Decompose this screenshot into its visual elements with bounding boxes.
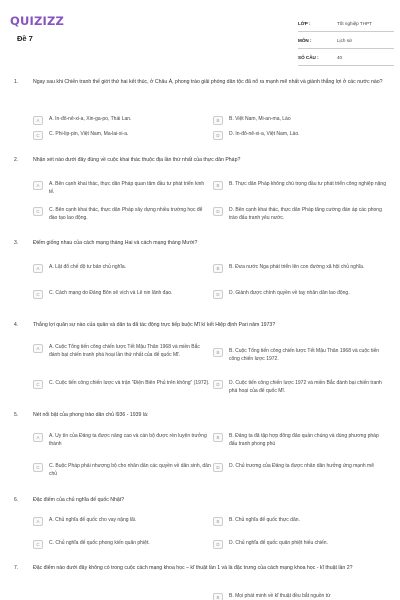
option-text: B. Cuộc Tổng tiến công chiến lược Tết Mậu Thân 1968 và cuộc tiến công chiến lược 1972.: [229, 348, 380, 362]
option-text: C. Buộc Pháp phải nhượng bộ cho nhân dân các quyền về dân sinh, dân chủ: [49, 463, 211, 477]
answer-option[interactable]: [213, 517, 388, 526]
option-text: C. Phi-lip-pin, Việt Nam, Ma-lai-xi-a.: [49, 131, 129, 137]
meta-row-count: [298, 51, 394, 66]
option-text: D. Chủ trương của Đảng ta được nhân dân hưởng ứng mạnh mẽ: [229, 463, 374, 469]
quizizz-logo: QUIZIZZ: [10, 14, 65, 28]
option-letter-badge: B: [213, 517, 223, 526]
question-number: 7.: [14, 565, 19, 571]
meta-value: 40: [337, 55, 343, 61]
option-text: D. Cuộc tiến công chiến lược 1972 và miền Bắc đánh bại chiến tranh phá hoại của đế quốc Mĩ.: [229, 380, 382, 394]
meta-value: Lịch sử: [337, 38, 353, 44]
option-letter-badge: C: [33, 540, 43, 549]
option-letter-badge: D: [213, 540, 223, 549]
answer-option[interactable]: [213, 207, 388, 223]
option-text: C. Cách mạng do Đảng Bôn sê vích và Lê nin lãnh đạo.: [49, 290, 173, 296]
answer-option[interactable]: [33, 290, 211, 299]
option-text: A. Bên cạnh khai thác, thực dân Pháp quan tâm đầu tư phát triển kinh tế.: [49, 181, 205, 195]
answer-option[interactable]: [33, 131, 211, 140]
answer-option[interactable]: [213, 593, 388, 600]
answer-option[interactable]: [33, 264, 211, 273]
option-letter-badge: A: [33, 433, 43, 442]
question-text: Thắng lợi quân sự nào của quân và dân ta đã tác động trực tiếp buộc Mĩ kí kết Hiệp định Pari năm 1973?: [33, 322, 276, 328]
answer-option[interactable]: [33, 344, 211, 360]
worksheet-header: [0, 0, 400, 64]
question-number: 1.: [14, 79, 19, 85]
option-letter-badge: D: [213, 380, 223, 389]
answer-option[interactable]: [213, 463, 388, 472]
worksheet-title: Đề 7: [17, 34, 33, 43]
option-text: B. Mọi phát minh về kĩ thuật đều bắt nguồn từ: [229, 593, 331, 599]
answer-option[interactable]: [213, 264, 388, 273]
answer-option[interactable]: [213, 540, 388, 549]
answer-option[interactable]: [213, 348, 388, 364]
option-text: B. Đưa nước Nga phát triển lên con đường xã hội chủ nghĩa.: [229, 264, 365, 270]
option-letter-badge: C: [33, 207, 43, 216]
answer-option[interactable]: [33, 116, 211, 125]
worksheet-meta: [298, 17, 394, 68]
question-number: 2.: [14, 157, 19, 163]
option-letter-badge: A: [33, 264, 43, 273]
answer-option[interactable]: [213, 433, 388, 449]
option-letter-badge: A: [33, 181, 43, 190]
answer-option[interactable]: [213, 290, 388, 299]
meta-row-class: [298, 17, 394, 32]
option-letter-badge: B: [213, 433, 223, 442]
meta-key: SỐ CÂU :: [298, 55, 319, 61]
meta-key: MÔN :: [298, 38, 312, 44]
option-text: A. Uy tín của Đảng ta được nâng cao và cán bộ được rèn luyện trưởng thành: [49, 433, 207, 447]
question-text: Đặc điểm của chủ nghĩa đế quốc Nhật?: [33, 497, 125, 503]
meta-key: LỚP :: [298, 21, 311, 27]
answer-option[interactable]: [213, 181, 388, 190]
answer-option[interactable]: [33, 540, 211, 549]
option-letter-badge: C: [33, 131, 43, 140]
answer-option[interactable]: [33, 463, 211, 479]
option-letter-badge: A: [33, 344, 43, 353]
option-letter-badge: B: [213, 348, 223, 357]
answer-option[interactable]: [213, 380, 388, 396]
question-text: Nét nổi bật của phong trào dân chủ l936 - 1939 là:: [33, 412, 149, 418]
answer-option[interactable]: [213, 116, 388, 125]
option-text: A. Chủ nghĩa đế quốc cho vay nặng lãi.: [49, 517, 137, 523]
question-number: 4.: [14, 322, 19, 328]
option-letter-badge: D: [213, 463, 223, 472]
answer-option[interactable]: [33, 380, 211, 389]
option-letter-badge: B: [213, 181, 223, 190]
option-text: D. Bên cạnh khai thác, thực dân Pháp tăng cường đàn áp các phong trào đấu tranh yêu nước.: [229, 207, 382, 221]
option-text: C. Chủ nghĩa đế quốc phong kiến quân phiệt.: [49, 540, 150, 546]
meta-row-subject: [298, 34, 394, 49]
option-text: A. Cuộc Tổng tiến công chiến lược Tết Mậu Thân 1968 và miền Bắc đánh bại chiến tranh phá hoại lần thứ nhất của đế quốc Mĩ.: [49, 344, 200, 358]
question-text: Nhận xét nào dưới đây đúng về cuộc khai thác thuộc địa lần thứ nhất của thực dân Pháp?: [33, 157, 241, 163]
question-number: 6.: [14, 497, 19, 503]
option-letter-badge: D: [213, 290, 223, 299]
meta-value: Tốt nghiệp THPT: [337, 21, 372, 27]
answer-option[interactable]: [33, 181, 211, 197]
option-text: C. Bên cạnh khai thác, thực dân Pháp xây dựng nhiều trường học để đào tạo lao động.: [49, 207, 203, 221]
option-text: A. Lật đổ chế độ tư bản chủ nghĩa.: [49, 264, 127, 270]
question-text: Ngay sau khi Chiến tranh thế giới thứ hai kết thúc, ở Châu Á, phong trào giải phóng dân tộc đã nổ ra mạnh mẽ nhất và giành thắng lợi ở các nước nào?: [33, 79, 383, 85]
option-letter-badge: C: [33, 380, 43, 389]
answer-option[interactable]: [213, 131, 388, 140]
option-text: A. In-đô-nê-xi-a, Xin-ga-po, Thái Lan.: [49, 116, 132, 122]
answer-option[interactable]: [33, 433, 211, 449]
option-text: B. Đảng ta đã tập hợp đông đảo quần chúng và dùng phương pháp đấu tranh phong phú: [229, 433, 379, 447]
option-text: D. In-đô-nê-xi-a, Việt Nam, Lào.: [229, 131, 300, 137]
option-text: B. Thực dân Pháp không chú trọng đầu tư phát triển công nghiệp nặng: [229, 181, 386, 187]
option-letter-badge: B: [213, 116, 223, 125]
option-letter-badge: B: [213, 264, 223, 273]
option-letter-badge: B: [213, 593, 223, 600]
option-letter-badge: C: [33, 290, 43, 299]
option-letter-badge: D: [213, 207, 223, 216]
option-text: D. Giành được chính quyền về tay nhân dân lao động.: [229, 290, 350, 296]
question-number: 5.: [14, 412, 19, 418]
question-number: 3.: [14, 240, 19, 246]
question-text: Đặc điểm nào dưới đây không có trong cuộc cách mạng khoa học – kĩ thuật lần 1 và là đặc trưng của cách mạng khoa học - kĩ thuật lần 2?: [33, 565, 353, 571]
option-letter-badge: A: [33, 116, 43, 125]
option-letter-badge: C: [33, 463, 43, 472]
option-letter-badge: A: [33, 517, 43, 526]
option-text: C. Cuộc tiến công chiến lược và trận "Điện Biên Phủ trên không" (1972).: [49, 380, 210, 386]
option-text: B. Chủ nghĩa đế quốc thực dân.: [229, 517, 300, 523]
answer-option[interactable]: [33, 207, 211, 223]
answer-option[interactable]: [33, 517, 211, 526]
question-text: Điểm giống nhau của cách mạng tháng Hai và cách mạng tháng Mười?: [33, 240, 198, 246]
option-text: B. Việt Nam, Mi-an-ma, Lào: [229, 116, 291, 122]
option-text: D. Chủ nghĩa đế quốc quân phiệt hiếu chiến.: [229, 540, 328, 546]
option-letter-badge: D: [213, 131, 223, 140]
